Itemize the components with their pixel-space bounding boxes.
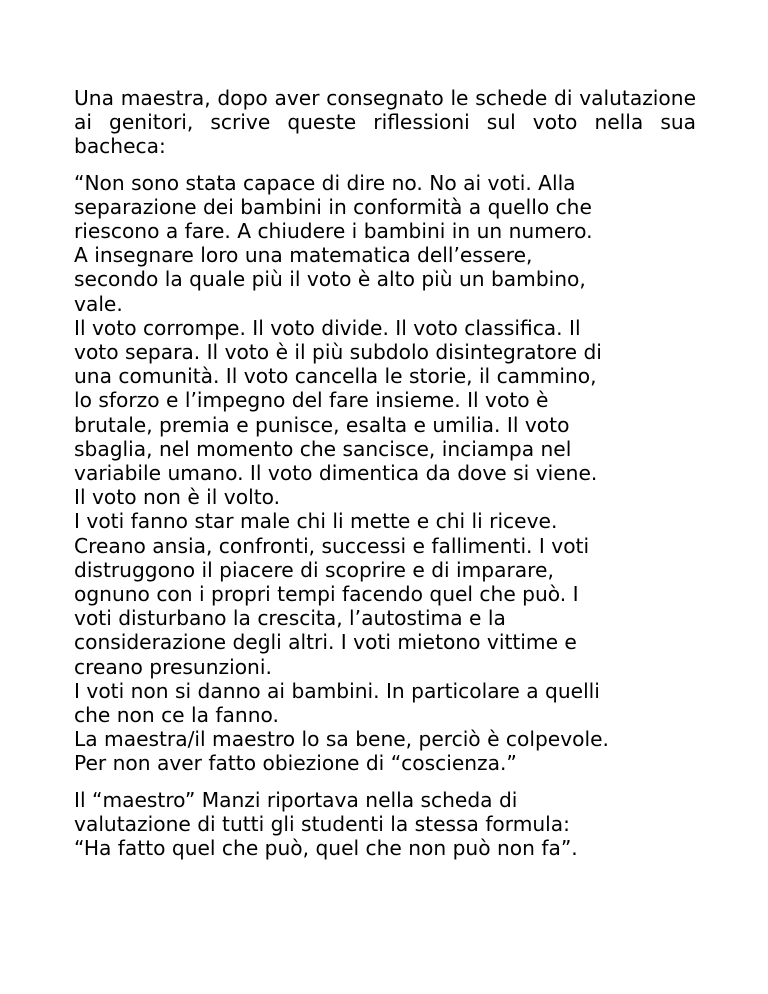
quote-line: secondo la quale più il voto è alto più un bambino, <box>74 267 586 292</box>
paragraph-spacer <box>74 776 696 788</box>
quote-line: La maestra/il maestro lo sa bene, perciò è colpevole. <box>74 727 609 752</box>
quote-line: voto separa. Il voto è il più subdolo disintegratore di <box>74 340 602 365</box>
quote-line: Per non aver fatto obiezione di “coscienza.” <box>74 751 517 776</box>
intro-paragraph: Una maestra, dopo aver consegnato le schede di valutazione ai genitori, scrive queste riflessioni sul voto nella sua bacheca: <box>74 86 696 159</box>
quote-line: una comunità. Il voto cancella le storie, il cammino, <box>74 364 597 389</box>
quote-paragraph <box>74 171 696 776</box>
quote-line: sbaglia, nel momento che sancisce, inciampa nel <box>74 436 572 461</box>
quote-line: variabile umano. Il voto dimentica da dove si viene. <box>74 461 598 486</box>
closing-paragraph <box>74 788 696 861</box>
closing-line: “Ha fatto quel che può, quel che non può non fa”. <box>74 836 578 861</box>
quote-line: ognuno con i propri tempi facendo quel che può. I <box>74 582 579 607</box>
quote-line: Il voto non è il volto. <box>74 485 281 510</box>
quote-line: I voti fanno star male chi li mette e chi li riceve. <box>74 509 558 534</box>
closing-line: Il “maestro” Manzi riportava nella scheda di <box>74 787 518 812</box>
quote-line: che non ce la fanno. <box>74 703 279 728</box>
closing-line: valutazione di tutti gli studenti la stessa formula: <box>74 811 570 836</box>
document-page <box>74 86 696 860</box>
quote-line: vale. <box>74 291 123 316</box>
quote-line: brutale, premia e punisce, esalta e umilia. Il voto <box>74 412 570 437</box>
quote-line: voti disturbano la crescita, l’autostima e la <box>74 606 506 631</box>
quote-line: Il voto corrompe. Il voto divide. Il voto classifica. Il <box>74 315 581 340</box>
quote-line: “Non sono stata capace di dire no. No ai voti. Alla <box>74 170 576 195</box>
quote-line: A insegnare loro una matematica dell’essere, <box>74 243 533 268</box>
quote-line: considerazione degli altri. I voti mietono vittime e <box>74 630 577 655</box>
quote-line: separazione dei bambini in conformità a quello che <box>74 194 592 219</box>
quote-line: riescono a fare. A chiudere i bambini in un numero. <box>74 219 593 244</box>
quote-line: distruggono il piacere di scoprire e di imparare, <box>74 557 554 582</box>
quote-line: Creano ansia, confronti, successi e fallimenti. I voti <box>74 533 590 558</box>
paragraph-spacer <box>74 159 696 171</box>
quote-line: creano presunzioni. <box>74 654 272 679</box>
quote-line: lo sforzo e l’impegno del fare insieme. Il voto è <box>74 388 549 413</box>
quote-line: I voti non si danno ai bambini. In particolare a quelli <box>74 678 600 703</box>
